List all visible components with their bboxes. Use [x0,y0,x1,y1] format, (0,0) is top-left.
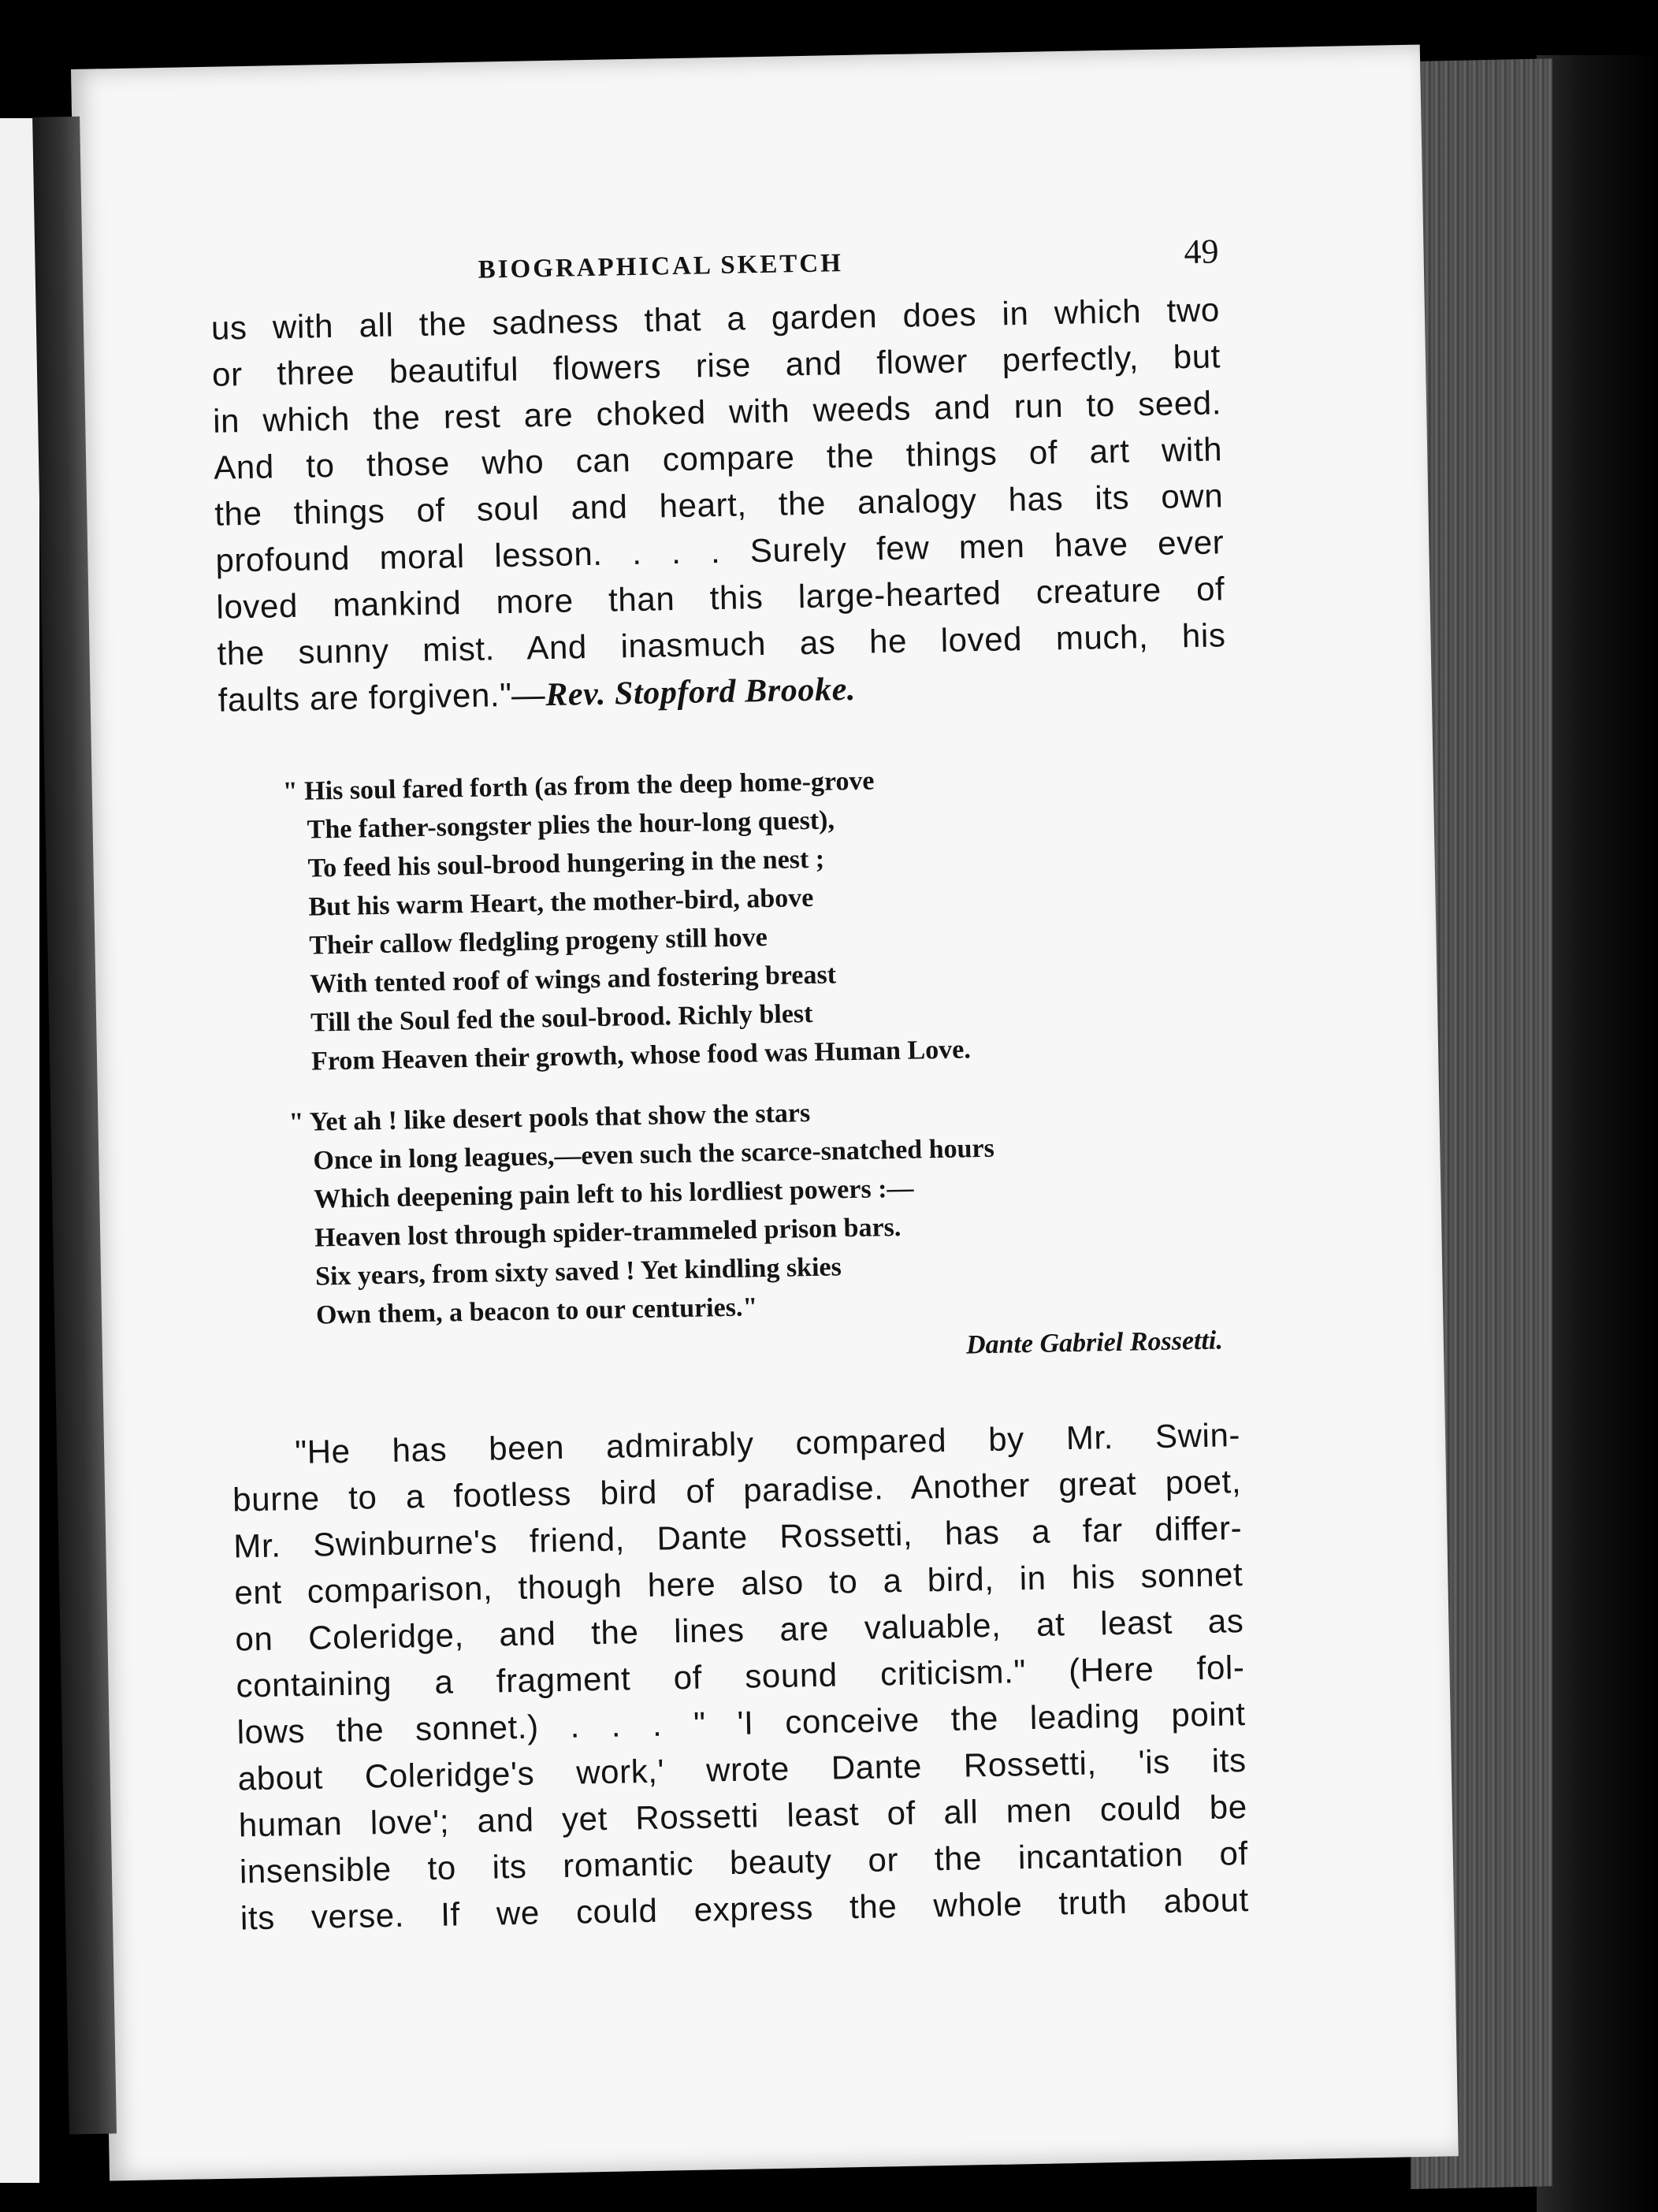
text-line: or three beautiful flowers rise and flower perfectly, but [211,337,1221,393]
page-number: 49 [1184,232,1219,272]
poem-quotation [282,755,1239,1377]
text-line: lows the sonnet.) . . . " 'I conceive the leading point [236,1695,1246,1751]
text-line: human love'; and yet Rossetti least of all men could be [238,1788,1248,1844]
text-line: on Coleridge, and the lines are valuable, at least as [235,1602,1244,1658]
poem-attribution: Dante Gabriel Rossetti. [965,1325,1224,1360]
poem-line: Own them, a beacon to our centuries." [315,1292,758,1330]
poem-line: Their callow fledgling progeny still hove [309,922,768,961]
paragraph-1 [211,286,1228,724]
text-line: the sunny mist. And inasmuch as he loved much, his [217,616,1226,672]
text-line: in which the rest are choked with weeds and run to seed. [212,384,1222,440]
poem-line: With tented roof of wings and fostering breast [309,960,837,999]
poem-line: " His soul fared forth (as from the deep home-grove [282,766,875,807]
text-line: loved mankind more than this large-hearted creature of [216,570,1225,626]
text-line: the things of soul and heart, the analogy has its own [214,477,1224,533]
poem-line: Till the Soul fed the soul-brood. Richly blest [310,998,813,1038]
text-line: about Coleridge's work,' wrote Dante Rossetti, 'is its [237,1742,1247,1797]
poem-line: The father-songster plies the hour-long quest), [307,805,835,845]
text-line: us with all the sadness that a garden does in which two [210,291,1221,347]
adjacent-page-edge [0,118,39,2183]
text-line: And to those who can compare the things of art with [213,430,1223,486]
book-page [71,45,1459,2181]
text-line: Mr. Swinburne's friend, Dante Rossetti, has a far differ- [232,1509,1243,1565]
text-line: profound moral lesson. . . . Surely few men have ever [215,523,1225,579]
poem-line: But his warm Heart, the mother-bird, above [308,883,814,922]
poem-line: From Heaven their growth, whose food was Human Love. [310,1035,972,1076]
poem-line: " Yet ah ! like desert pools that show the stars [288,1099,811,1138]
text-line: ent comparison, though here also to a bird, in his sonnet [234,1556,1244,1612]
text-line: insensible to its romantic beauty or the incantation of [239,1835,1249,1890]
quote-attribution: —Rev. Stopford Brooke. [511,671,857,714]
poem-line: Six years, from sixty saved ! Yet kindling skies [314,1252,842,1292]
poem-stanza [282,755,1233,1081]
text-line: "He has been admirably compared by Mr. Swin- [294,1416,1241,1471]
page-gutter [32,117,117,2135]
paragraph-2 [232,1411,1250,1941]
poem-line: To feed his soul-brood hungering in the nest ; [307,844,825,883]
text-line: its verse. If we could express the whole truth about [240,1881,1250,1937]
page-content [210,231,1249,1941]
text-line: containing a fragment of sound criticism." (Here fol- [236,1649,1245,1705]
text-line: burne to a footless bird of paradise. Another great poet, [232,1463,1242,1519]
poem-line: Heaven lost through spider-trammeled prison bars. [314,1212,901,1253]
book-fore-edge-shadow [1537,55,1658,2212]
poem-stanza [288,1086,1238,1335]
text-fragment: faults are forgiven." [217,675,513,719]
poem-line: Which deepening pain left to his lordliest powers :— [313,1173,914,1214]
running-head: BIOGRAPHICAL SKETCH [478,249,844,284]
poem-line: Once in long leagues,—even such the scarce-snatched hours [313,1133,995,1176]
